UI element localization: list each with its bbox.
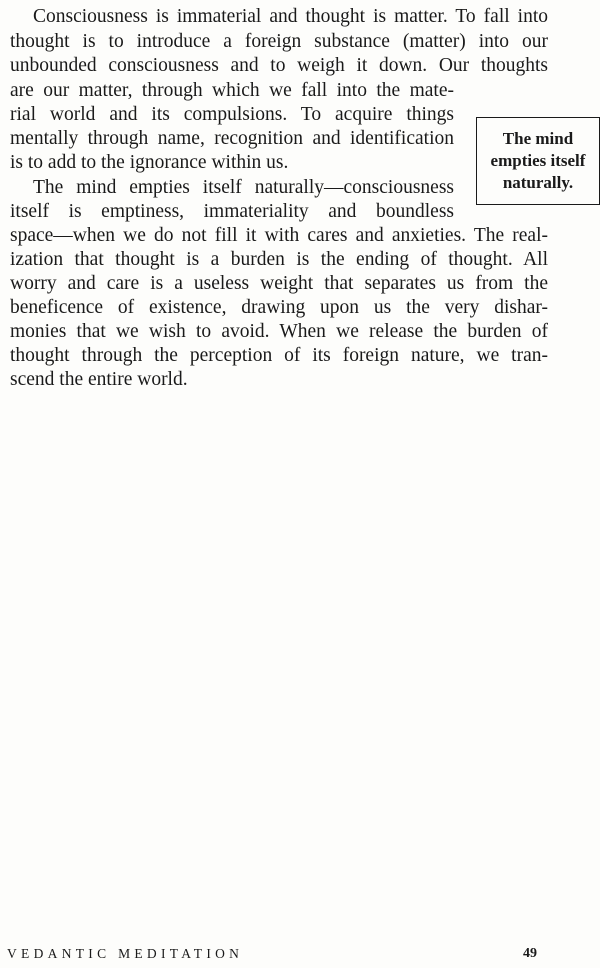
text-line: rial world and its compulsions. To acquire things xyxy=(10,104,454,125)
text-line: space—when we do not fill it with cares and anxieties. The real- xyxy=(10,225,548,246)
pull-quote-text: The mind empties itself naturally. xyxy=(490,129,586,192)
text-line: itself is emptiness, immateriality and boundless xyxy=(10,201,454,222)
text-line: thought is to introduce a foreign substance (matter) into our xyxy=(10,31,548,52)
text-line: Consciousness is immaterial and thought is matter. To fall into xyxy=(33,6,548,27)
text-line: unbounded consciousness and to weigh it down. Our thoughts xyxy=(10,55,548,76)
text-line: are our matter, through which we fall into the mate- xyxy=(10,80,454,101)
text-line: monies that we wish to avoid. When we release the burden of xyxy=(10,321,548,342)
text-line: scend the entire world. xyxy=(10,369,188,390)
text-line: beneficence of existence, drawing upon us the very dishar- xyxy=(10,297,548,318)
text-line: ization that thought is a burden is the ending of thought. All xyxy=(10,249,548,270)
pull-quote-box xyxy=(476,117,600,205)
text-line: is to add to the ignorance within us. xyxy=(10,152,289,173)
text-line: worry and care is a useless weight that separates us from the xyxy=(10,273,548,294)
page-number: 49 xyxy=(523,946,537,961)
text-line: The mind empties itself naturally—consciousness xyxy=(33,177,454,198)
running-footer-title: VEDANTIC MEDITATION xyxy=(7,946,244,961)
text-line: thought through the perception of its foreign nature, we tran- xyxy=(10,345,548,366)
text-line: mentally through name, recognition and identification xyxy=(10,128,454,149)
